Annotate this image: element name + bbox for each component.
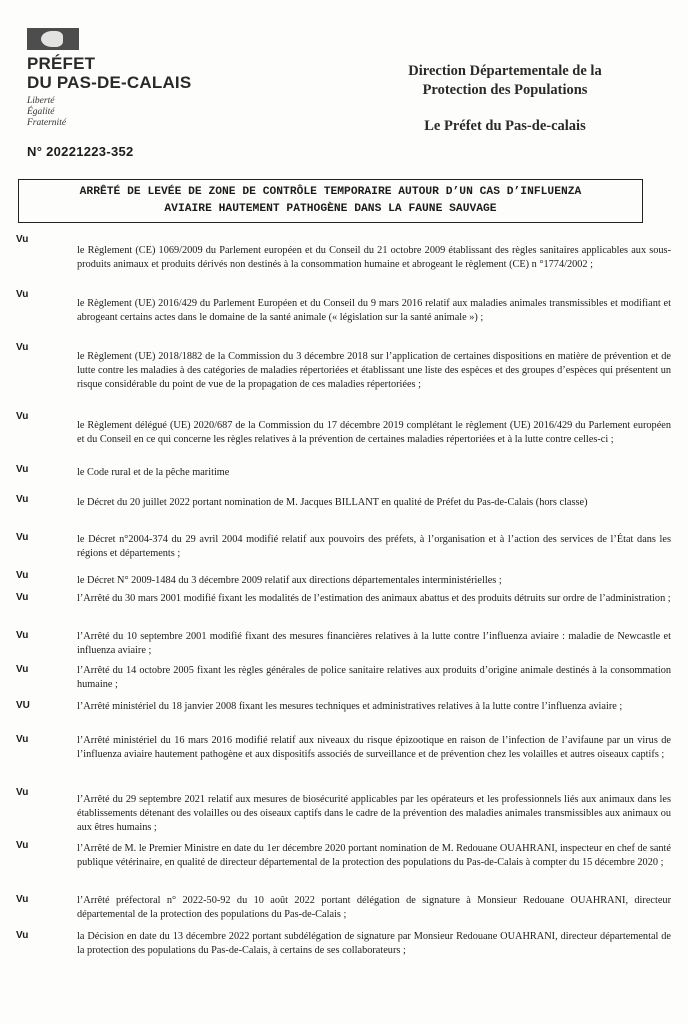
prefet-title: Le Préfet du Pas-de-calais: [424, 118, 586, 134]
prefet-name: PRÉFET DU PAS-DE-CALAIS: [27, 54, 192, 92]
marianne-logo-icon: [27, 28, 79, 50]
direction-name: Direction Départementale de la Protection des Populations: [408, 63, 602, 98]
republic-motto: Liberté Égalité Fraternité: [27, 96, 67, 128]
prefecture-logo: [27, 28, 191, 129]
document-title: ARRÊTÉ DE LEVÉE DE ZONE DE CONTRÔLE TEMPORAIRE AUTOUR D’UN CAS D’INFLUENZA AVIAIRE HAUTEMENT PATHOGÈNE DANS LA FAUNE SAUVAGE: [18, 179, 643, 223]
arrete-number: N° 20221223-352: [27, 144, 134, 159]
